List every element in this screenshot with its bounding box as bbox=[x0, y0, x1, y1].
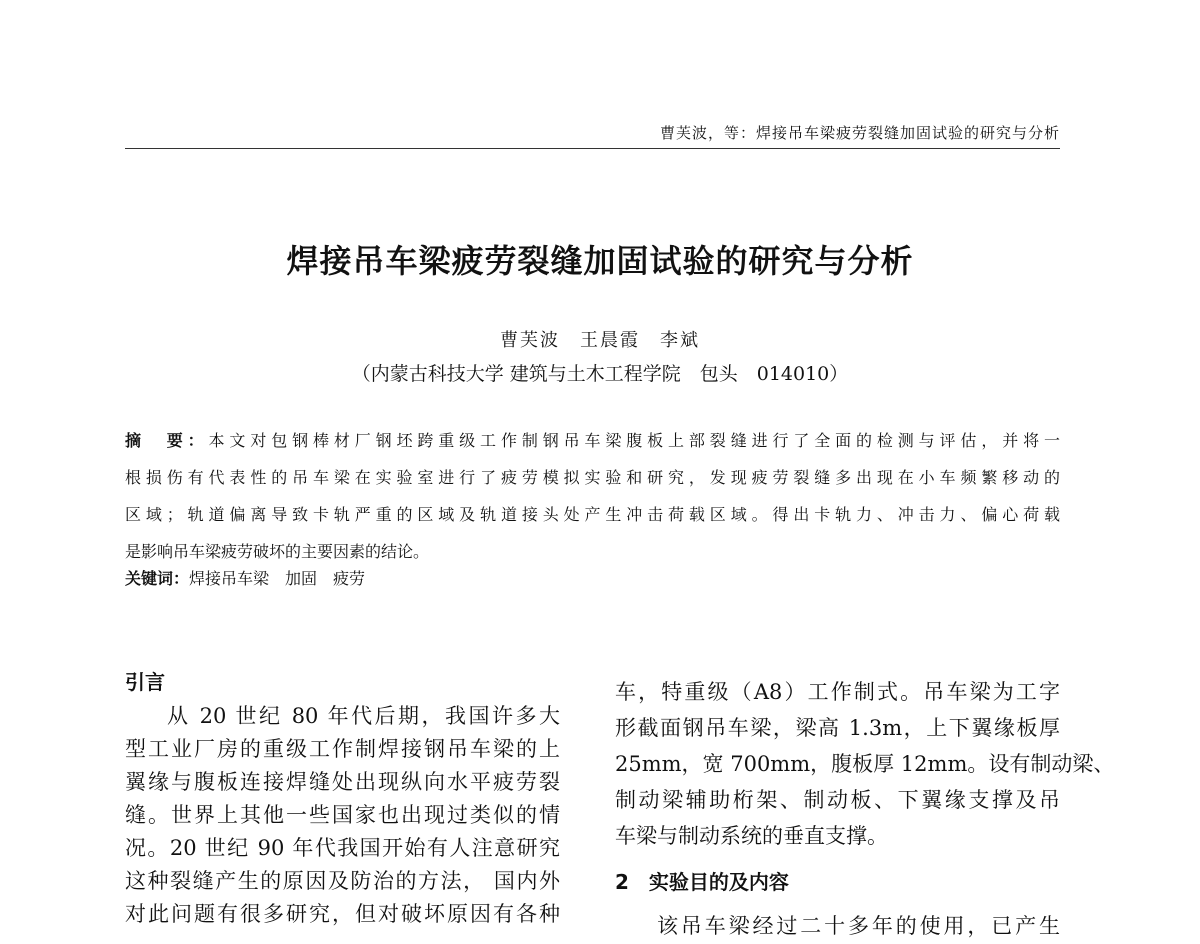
body-line: 该吊车梁经过二十多年的使用，已产生 bbox=[657, 914, 1060, 938]
authors: 曹芙波 王晨霞 李斌 bbox=[500, 330, 700, 351]
paper-title: 焊接吊车梁疲劳裂缝加固试验的研究与分析 bbox=[286, 242, 914, 280]
keywords-label: 关键词： bbox=[125, 569, 190, 588]
header-rule bbox=[125, 148, 1060, 149]
running-head: 曹芙波，等：焊接吊车梁疲劳裂缝加固试验的研究与分析 bbox=[659, 124, 1060, 142]
abstract-text: 本文对包钢棒材厂钢坯跨重级工作制钢吊车梁腹板上部裂缝进行了全面的检测与评估，并将一 bbox=[208, 431, 1060, 450]
right-column bbox=[615, 674, 1115, 944]
abstract-line bbox=[125, 422, 1060, 459]
body-line: 制动梁辅助桁架、制动板、下翼缘支撑及吊 bbox=[615, 788, 1060, 812]
abstract-line: 根损伤有代表性的吊车梁在实验室进行了疲劳模拟实验和研究，发现疲劳裂缝多出现在小车频繁移动的 bbox=[125, 468, 1060, 487]
body-line: 车，特重级（A8）工作制式。吊车梁为工字 bbox=[615, 680, 1060, 704]
abstract-line: 区域；轨道偏离导致卡轨严重的区域及轨道接头处产生冲击荷载区域。得出卡轨力、冲击力、偏心荷载 bbox=[125, 505, 1060, 524]
body-line: 车梁与制动系统的垂直支撑。 bbox=[615, 824, 888, 848]
body-line: 这种裂缝产生的原因及防治的方法， 国内外 bbox=[125, 869, 560, 893]
body-line: 况。20 世纪 90 年代我国开始有人注意研究 bbox=[125, 836, 560, 860]
left-column bbox=[125, 668, 560, 931]
abstract-label: 摘 要： bbox=[125, 431, 209, 450]
section-heading-2: 2 实验目的及内容 bbox=[615, 870, 789, 894]
keywords-text: 焊接吊车梁 加固 疲劳 bbox=[189, 569, 366, 588]
body-line: 形截面钢吊车梁，梁高 1.3m，上下翼缘板厚 bbox=[615, 716, 1060, 740]
body-line: 型工业厂房的重级工作制焊接钢吊车梁的上 bbox=[125, 737, 560, 761]
body-line: 对此问题有很多研究，但对破坏原因有各种 bbox=[125, 902, 560, 926]
body-line: 从 20 世纪 80 年代后期，我国许多大 bbox=[167, 704, 560, 728]
abstract-line: 是影响吊车梁疲劳破坏的主要因素的结论。 bbox=[125, 542, 430, 561]
abstract bbox=[125, 422, 1060, 570]
body-line: 25mm，宽 700mm，腹板厚 12mm。设有制动梁、 bbox=[615, 752, 1115, 776]
keywords bbox=[125, 566, 365, 589]
affiliation: （内蒙古科技大学 建筑与土木工程学院 包头 014010） bbox=[351, 363, 849, 385]
body-line: 翼缘与腹板连接焊缝处出现纵向水平疲劳裂 bbox=[125, 770, 560, 794]
body-line: 缝。世界上其他一些国家也出现过类似的情 bbox=[125, 803, 560, 827]
section-heading-intro: 引言 bbox=[125, 670, 165, 694]
